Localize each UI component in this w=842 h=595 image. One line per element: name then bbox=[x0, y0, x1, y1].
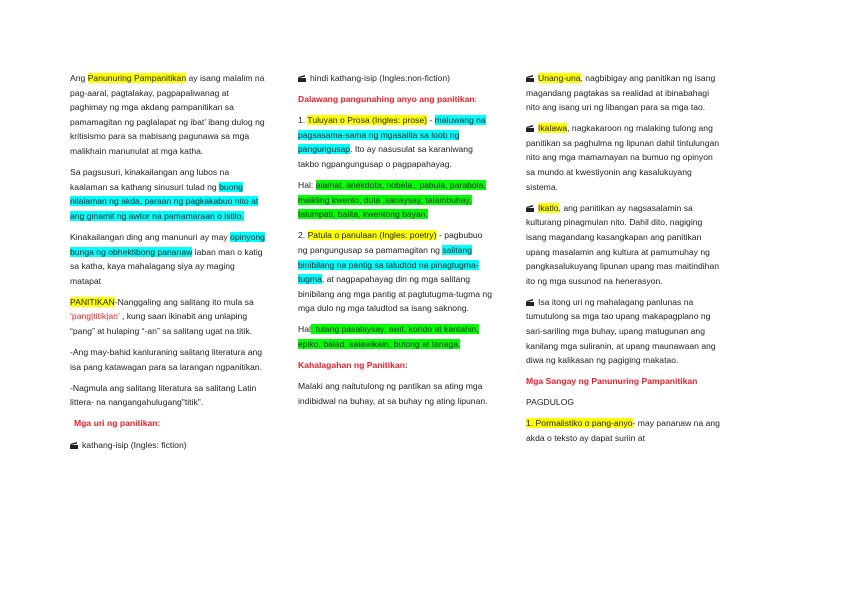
text: hindi kathang-isip (Ingles:non-fiction) bbox=[310, 73, 450, 83]
red-text: pang|titik|an’ bbox=[71, 311, 120, 322]
bullet-icon bbox=[298, 75, 306, 82]
paragraph bbox=[70, 230, 266, 288]
section-heading: Mga uri ng panitikan: bbox=[74, 418, 161, 429]
bullet-item bbox=[526, 295, 722, 368]
column-3 bbox=[526, 71, 722, 452]
bullet-item bbox=[526, 71, 722, 115]
text: Sa pagsusuri, kinakailangan ang lubos na kaalaman sa kathang sinusuri tulad ng bbox=[70, 167, 230, 192]
bullet-icon bbox=[526, 125, 534, 132]
highlight-text: Ikalawa bbox=[538, 123, 568, 134]
highlight-text: alamat, anekdota, nobela,, pabula, parabola, maikling kwento, dula ,sanaysay, talambuhay, talumpati, balita, kwentong bayan. bbox=[298, 180, 486, 220]
paragraph bbox=[298, 113, 494, 171]
text: 1. bbox=[298, 115, 308, 126]
paragraph bbox=[298, 322, 494, 351]
bullet-item bbox=[526, 201, 722, 289]
highlight-text: maluwang na pagsasama-sama ng mgasalita sa loob ng pangungusap bbox=[298, 115, 486, 155]
highlight-text: PANITIKAN bbox=[70, 296, 115, 307]
paragraph bbox=[526, 416, 722, 445]
text: , kung saan ikinabit ang unlaping “pang” at hulaping “-an” sa salitang ugat na titik. bbox=[70, 311, 253, 336]
paragraph bbox=[298, 178, 494, 222]
text: 2. bbox=[298, 230, 308, 241]
bullet-item bbox=[298, 71, 494, 86]
highlight-text: buong nilalaman ng akda, paraan ng pagkakabuo nito at ang ginamit ng awtor na pamamaraan o istilo. bbox=[70, 181, 259, 221]
section-heading bbox=[298, 92, 494, 107]
text: Isa itong uri ng mahalagang panlunas na tumutulong sa mga tao upang makapagplano ng sari-sariling mga buhay, upang matugunan ang kanilang mga suliranin, at upang maunawaan ang diwa ng kalikasan ng pagiging makatao. bbox=[526, 296, 716, 366]
highlight-text: Panunuring Pampanitikan bbox=[87, 73, 187, 83]
paragraph bbox=[70, 165, 266, 223]
bullet-icon bbox=[526, 205, 534, 212]
paragraph bbox=[70, 71, 266, 159]
highlight-text: Ikatlo bbox=[538, 202, 559, 213]
paragraph bbox=[70, 295, 266, 339]
text: - bbox=[426, 115, 435, 126]
text: , nagkakaroon ng malaking tulong ang panitikan sa paghulma ng lipunan dahil tintulungan nito ang mga mamamayan na bumuo ng opinyon sa mundo at kwestiyonin ang kasalukuyang sistema. bbox=[526, 123, 720, 192]
text: Hal: bbox=[298, 180, 316, 191]
highlight-text: 1. Pormalistiko o pang-anyo bbox=[526, 418, 633, 429]
text: . Ito ay nasusulat sa karaniwang takbo ngpangungusap o pagpapahayag. bbox=[298, 144, 473, 169]
highlight-text: Tuluyan o Prosa (Ingles: prose) bbox=[307, 115, 427, 126]
highlight-text: Unang-una bbox=[538, 73, 581, 83]
highlight-text: salitang binibilang na pantig sa taludtod na pinagtugma-tugma bbox=[298, 244, 479, 285]
bullet-item bbox=[70, 438, 266, 453]
bullet-item bbox=[526, 121, 722, 194]
subheading: PAGDULOG bbox=[526, 397, 575, 408]
bullet-icon bbox=[70, 442, 78, 449]
text: Hal bbox=[298, 324, 311, 335]
section-heading: Mga Sangay ng Panunuring Pampanitikan bbox=[526, 376, 698, 387]
heading-text: Dalawang pangunahing anyo ang panitikan bbox=[298, 94, 475, 105]
text: -Nanggaling ang salitang ito mula sa ‘ bbox=[70, 296, 254, 322]
text: , ang panitikan ay nagsasalamin sa kulturang pinagmulan nito. Dahil dito, nagiging isang magandang kasangkapan ang panitikan upang masalamin ang kultura at pamumuhay ng pangkasalukuyang lipunan upang mas maitindihan ito ng mga susunod na henerasyon. bbox=[526, 202, 720, 286]
section-heading: Kahalagahan ng Panitikan: bbox=[298, 360, 408, 371]
text: laban man o katig sa katha, kaya mahalagang siya ay maging matapat bbox=[70, 246, 263, 286]
paragraph: -Ang may-bahid kanluraning salitang literatura ang isa pang katawagan para sa larangan ngpanitikan. bbox=[70, 347, 263, 372]
text: ay isang malalim na pag-aaral, pagtalakay, pagpapaliwanag at paghimay ng mga akdang pampanitikan sa pamamagitan ng paglalapat ng ibat’ ibang dulog ng kritisismo para sa mabisang pagunawa sa mga malikhain manunulat at mga katha. bbox=[70, 73, 265, 156]
paragraph: -Nagmula ang salitang literatura sa salitang Latin littera- na nangangahulugang"titik". bbox=[70, 382, 257, 408]
text: kathang-isip (Ingles: fiction) bbox=[82, 439, 187, 450]
column-1 bbox=[70, 71, 266, 459]
text: Ang bbox=[70, 73, 88, 83]
highlight-text: Patula o panulaan (Ingles: poetry) bbox=[307, 230, 437, 241]
text: - may pananaw na ang akda o teksto ay dapat suriin at bbox=[526, 418, 720, 444]
bullet-icon bbox=[526, 75, 534, 82]
highlight-text: : tulang pasalaysay, awit, korido at kantahin, epiko, balad, salawikain, butong at tanaga. bbox=[298, 324, 479, 349]
paragraph: Malaki ang naitutulong ng pantikan sa ating mga indibidwal na buhay, at sa buhay ng ating lipunan. bbox=[298, 381, 488, 406]
text: - pagbubuo ng pangungusap sa pamamagitan ng bbox=[298, 230, 483, 255]
paragraph bbox=[298, 228, 494, 316]
text: , nagbibigay ang panitikan ng isang magandang pagtakas sa realidad at ibinabahagi nito ang isang uri ng libangan para sa mga tao. bbox=[526, 73, 716, 113]
text: , at nagpapahayag din ng mga salitang binibilang ang mga pantig at pagtutugma-tugma ng mga dulo ng mga taludtod sa isang saknong. bbox=[298, 274, 492, 314]
text: : bbox=[474, 94, 478, 105]
text: Kinakailangan ding ang manunuri ay may bbox=[70, 231, 231, 242]
bullet-icon bbox=[526, 299, 534, 306]
column-2 bbox=[298, 71, 494, 415]
highlight-text: opinyong bunga ng obhektibong pananaw bbox=[70, 231, 265, 257]
